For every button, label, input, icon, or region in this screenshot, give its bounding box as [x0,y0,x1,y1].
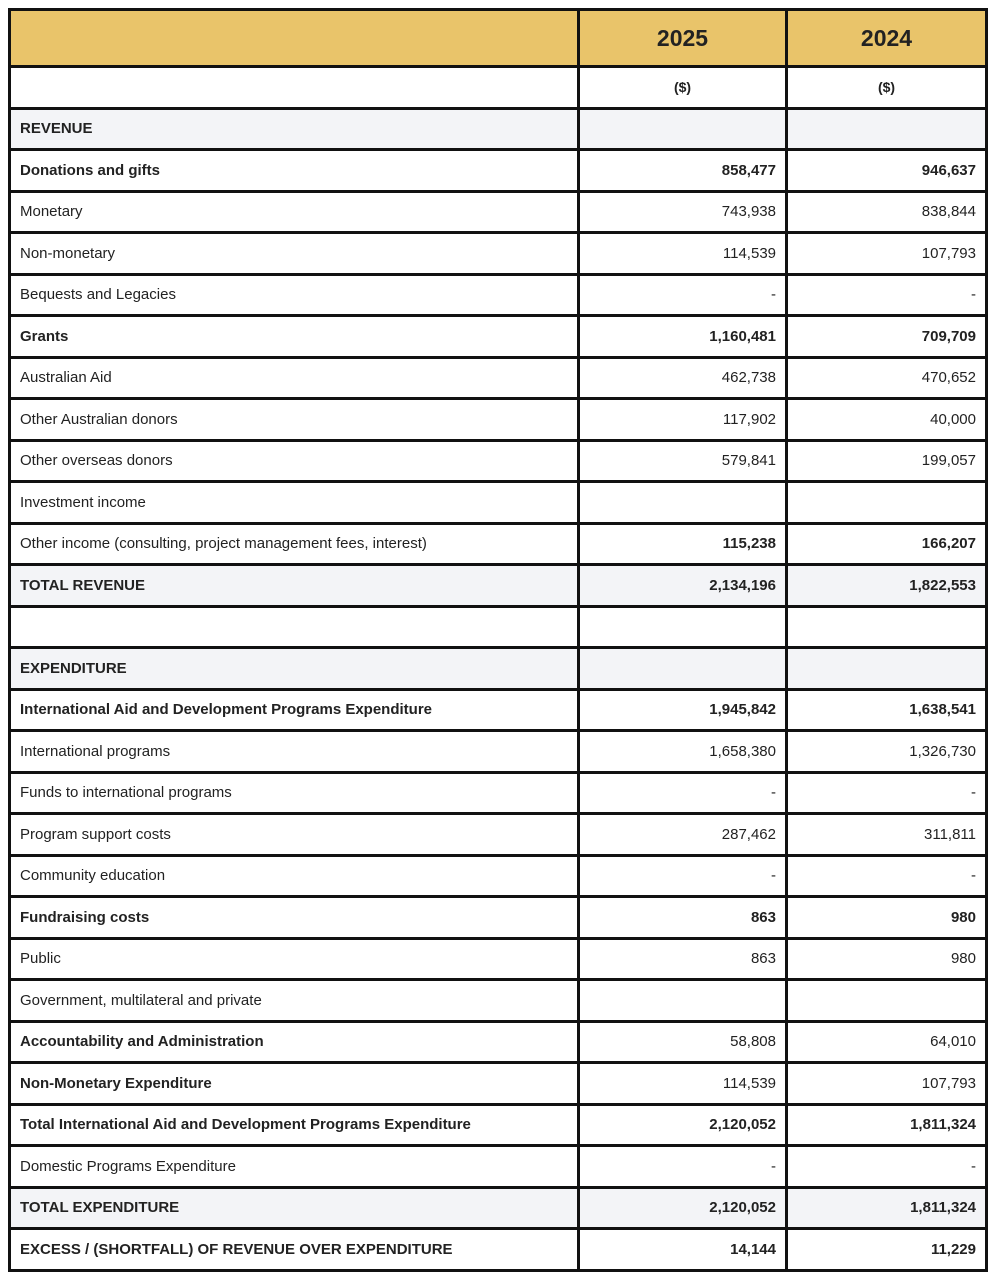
header-year-2024: 2024 [787,10,987,67]
row-label: TOTAL REVENUE [10,565,579,607]
row-label: Funds to international programs [10,772,579,814]
value-2024: 1,822,553 [787,565,987,607]
value-2025: 114,539 [579,1063,787,1105]
row-label: Program support costs [10,814,579,856]
value-2025: 462,738 [579,357,787,399]
value-2024: 980 [787,938,987,980]
table-row [10,316,987,358]
value-2025: 2,134,196 [579,565,787,607]
value-2025: - [579,772,787,814]
value-2025 [579,482,787,524]
table-row [10,731,987,773]
row-label: Fundraising costs [10,897,579,939]
value-2024: 1,326,730 [787,731,987,773]
value-2024 [787,606,987,648]
row-label: Monetary [10,191,579,233]
value-2025: 579,841 [579,440,787,482]
row-label: TOTAL EXPENDITURE [10,1187,579,1229]
value-2024: 709,709 [787,316,987,358]
value-2025: 14,144 [579,1229,787,1271]
table-row [10,482,987,524]
row-label: Domestic Programs Expenditure [10,1146,579,1188]
section-row [10,108,987,150]
row-label: Non-monetary [10,233,579,275]
value-2025: 1,658,380 [579,731,787,773]
value-2024: 1,638,541 [787,689,987,731]
row-label: Government, multilateral and private [10,980,579,1022]
table-row [10,772,987,814]
value-2025: 863 [579,897,787,939]
header-label-cell [10,10,579,67]
table-row [10,689,987,731]
table-row [10,1021,987,1063]
row-label: EXPENDITURE [10,648,579,690]
row-label: Total International Aid and Development Programs Expenditure [10,1104,579,1146]
row-label: Other overseas donors [10,440,579,482]
table-row [10,399,987,441]
value-2024 [787,482,987,524]
value-2024: 1,811,324 [787,1187,987,1229]
header-row [10,10,987,67]
value-2024: 107,793 [787,233,987,275]
value-2024: - [787,274,987,316]
total-row [10,1187,987,1229]
value-2024: 107,793 [787,1063,987,1105]
table-row [10,523,987,565]
value-2025 [579,606,787,648]
value-2024: 199,057 [787,440,987,482]
table-row [10,897,987,939]
value-2024 [787,980,987,1022]
value-2025: 1,160,481 [579,316,787,358]
table-row [10,1104,987,1146]
value-2025: 58,808 [579,1021,787,1063]
row-label: International programs [10,731,579,773]
value-2024: 40,000 [787,399,987,441]
units-row [10,67,987,109]
value-2024: 1,811,324 [787,1104,987,1146]
value-2024: 980 [787,897,987,939]
value-2024: 11,229 [787,1229,987,1271]
row-label: Accountability and Administration [10,1021,579,1063]
value-2024 [787,648,987,690]
value-2025 [579,108,787,150]
value-2025: 2,120,052 [579,1104,787,1146]
table-row [10,1063,987,1105]
row-label: Other income (consulting, project management fees, interest) [10,523,579,565]
value-2025: 114,539 [579,233,787,275]
row-label: Public [10,938,579,980]
table-row [10,814,987,856]
value-2025: 1,945,842 [579,689,787,731]
row-label [10,606,579,648]
table-row [10,191,987,233]
value-2025: 858,477 [579,150,787,192]
value-2025: - [579,855,787,897]
value-2025 [579,648,787,690]
table-row [10,233,987,275]
income-statement-table [8,8,988,1272]
row-label: EXCESS / (SHORTFALL) OF REVENUE OVER EXPENDITURE [10,1229,579,1271]
value-2025: 863 [579,938,787,980]
value-2024: - [787,1146,987,1188]
table-row [10,938,987,980]
header-year-2025: 2025 [579,10,787,67]
section-row [10,648,987,690]
table-row [10,980,987,1022]
value-2024: 166,207 [787,523,987,565]
value-2024: 470,652 [787,357,987,399]
table-row [10,274,987,316]
value-2025: 2,120,052 [579,1187,787,1229]
row-label: Other Australian donors [10,399,579,441]
row-label: Investment income [10,482,579,524]
value-2025: - [579,1146,787,1188]
row-label: International Aid and Development Programs Expenditure [10,689,579,731]
row-label: REVENUE [10,108,579,150]
row-label: Donations and gifts [10,150,579,192]
value-2025 [579,980,787,1022]
units-2024: ($) [787,67,987,109]
value-2025: 287,462 [579,814,787,856]
table-row [10,357,987,399]
table-row [10,1229,987,1271]
units-label-cell [10,67,579,109]
value-2024: 311,811 [787,814,987,856]
value-2024: - [787,855,987,897]
units-2025: ($) [579,67,787,109]
value-2024: 946,637 [787,150,987,192]
table-row [10,1146,987,1188]
row-label: Non-Monetary Expenditure [10,1063,579,1105]
row-label: Grants [10,316,579,358]
value-2024 [787,108,987,150]
table-row [10,855,987,897]
value-2025: - [579,274,787,316]
table-row [10,150,987,192]
value-2025: 115,238 [579,523,787,565]
value-2025: 743,938 [579,191,787,233]
row-label: Community education [10,855,579,897]
value-2024: - [787,772,987,814]
value-2024: 64,010 [787,1021,987,1063]
value-2025: 117,902 [579,399,787,441]
value-2024: 838,844 [787,191,987,233]
row-label: Bequests and Legacies [10,274,579,316]
table-row [10,606,987,648]
table-row [10,440,987,482]
row-label: Australian Aid [10,357,579,399]
total-row [10,565,987,607]
